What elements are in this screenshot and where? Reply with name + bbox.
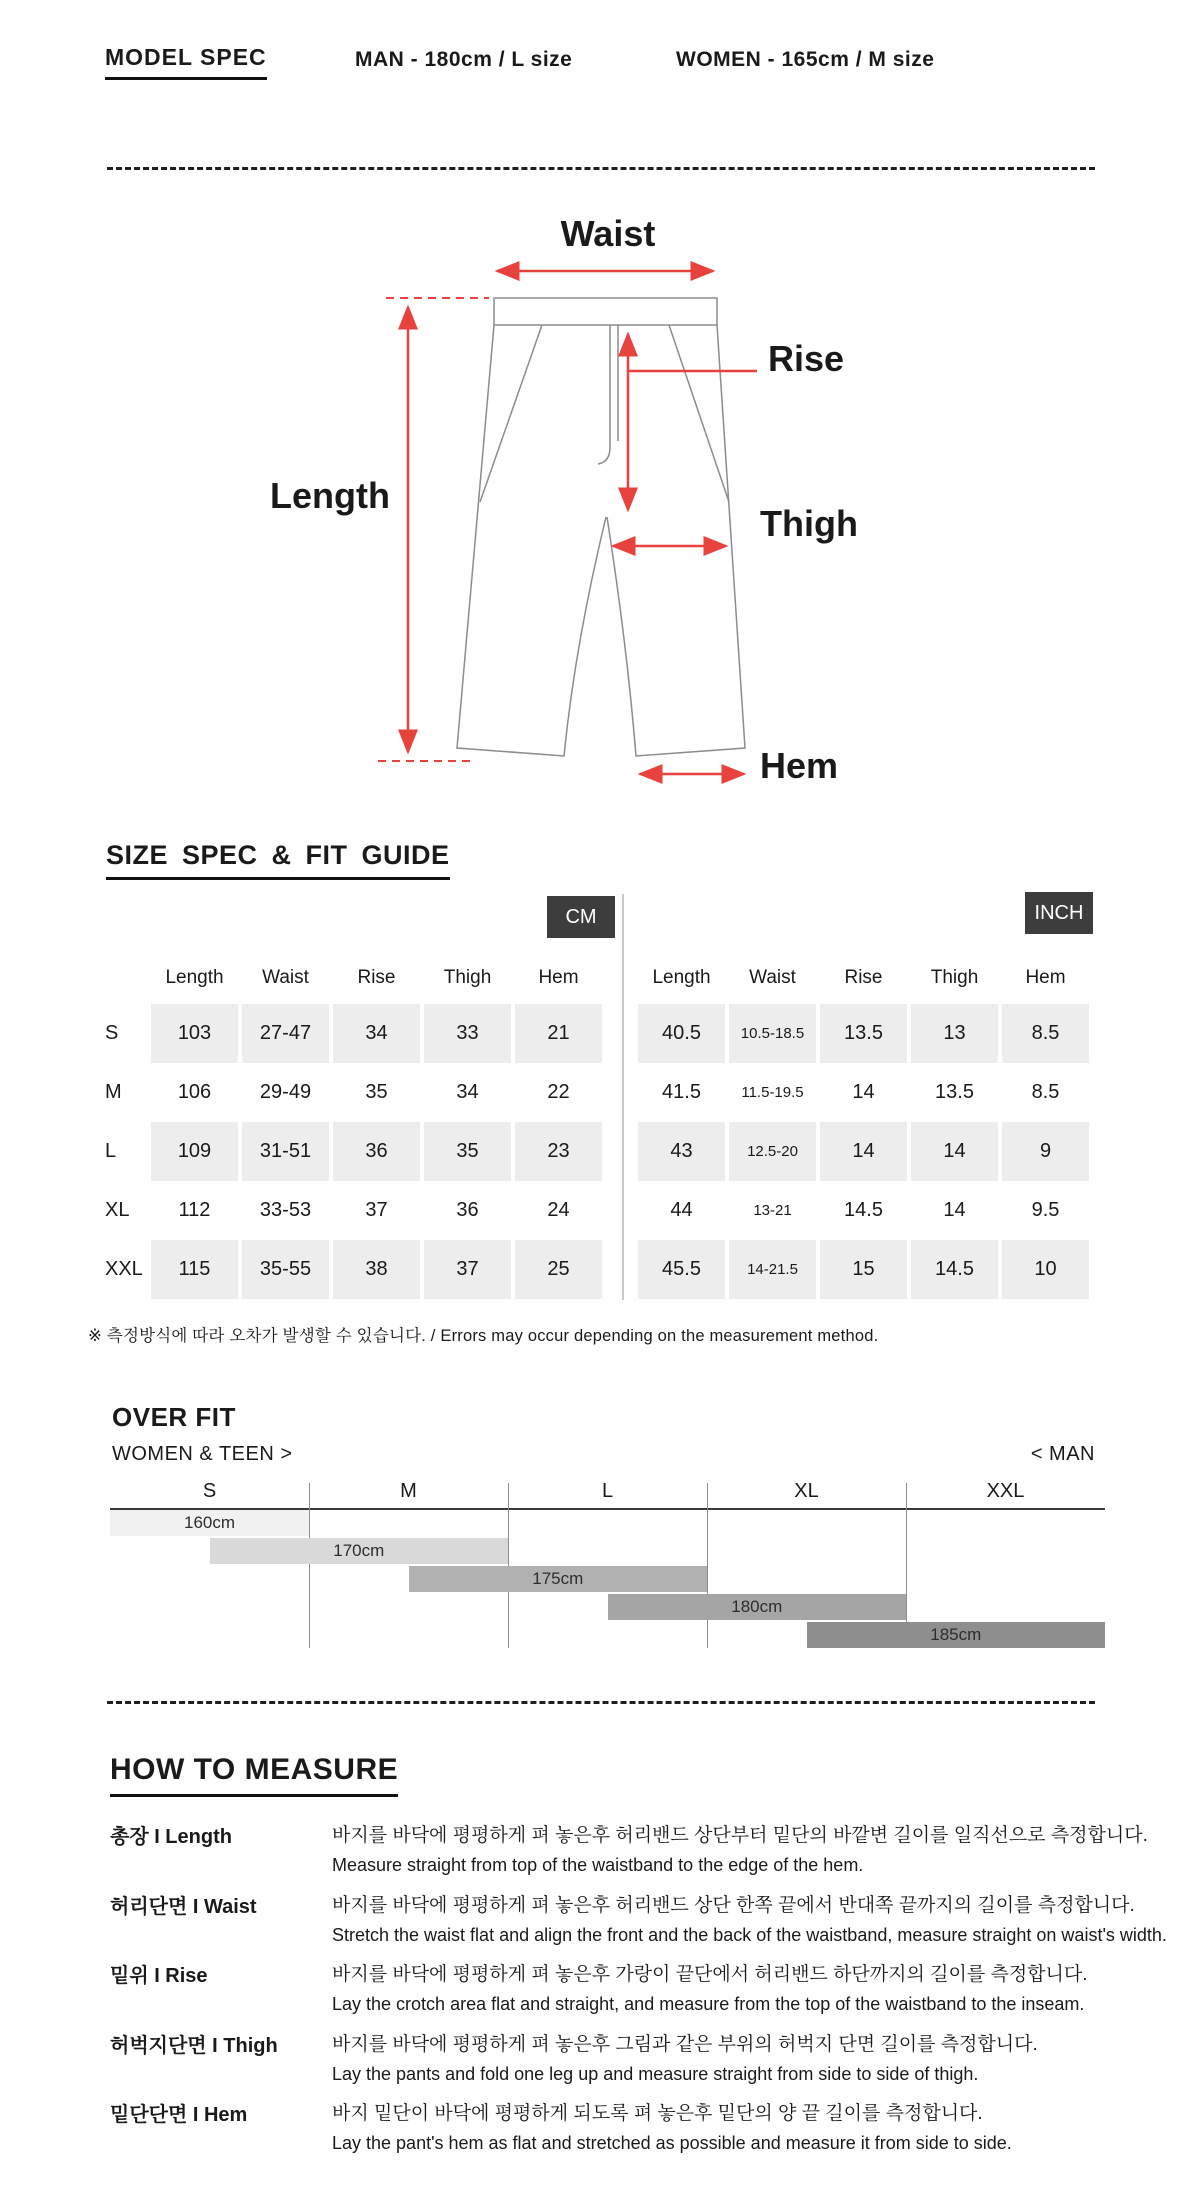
- measure-description-en: Lay the pants and fold one leg up and measure straight from side to side of thigh.: [332, 2063, 979, 2084]
- fit-chart-column-separator: [707, 1483, 708, 1648]
- cm-table-cell: 25: [515, 1240, 602, 1299]
- cm-table-cell: 37: [365, 1199, 388, 1221]
- cm-table-cell: 27-47: [242, 1004, 329, 1063]
- fit-chart-bar: 185cm: [807, 1622, 1106, 1648]
- cm-size-label: L: [105, 1140, 117, 1162]
- cm-table-cell: 29-49: [259, 1081, 312, 1103]
- fit-chart-size-labels: [110, 1476, 1105, 1506]
- inch-table-cell: 10.5-18.5: [729, 1004, 816, 1063]
- waistband: [494, 298, 717, 325]
- cm-table-cell: 31-51: [242, 1122, 329, 1181]
- how-to-measure-rows: [110, 1820, 1200, 2160]
- fit-chart-size-label: M: [400, 1479, 417, 1502]
- cm-table-cell: 33-53: [259, 1199, 312, 1221]
- inch-column-header: Length: [652, 967, 711, 988]
- fit-chart: [110, 1476, 1105, 1648]
- cm-table-cell: 21: [515, 1004, 602, 1063]
- size-spec-heading: SIZE SPEC & FIT GUIDE: [106, 840, 450, 880]
- fit-chart-size-label: L: [601, 1479, 614, 1502]
- cm-table-cell: 34: [456, 1081, 479, 1103]
- inch-table-cell: 10: [1002, 1240, 1089, 1299]
- cm-table: [85, 952, 602, 1299]
- measure-description-en: Stretch the waist flat and align the front and the back of the waistband, measure straight on waist's width.: [332, 1924, 1167, 1945]
- waist-label: Waist: [560, 213, 656, 254]
- measure-term-label: 총장 I Length: [110, 1826, 232, 1848]
- measure-description: [332, 1890, 1167, 1946]
- inch-table-cell: 9.5: [1031, 1199, 1060, 1221]
- fit-chart-bar: 175cm: [409, 1566, 708, 1592]
- inch-badge: INCH: [1025, 892, 1093, 934]
- cm-size-label: XL: [105, 1199, 130, 1221]
- fit-chart-bar: 160cm: [110, 1510, 309, 1536]
- model-spec-man: MAN - 180cm / L size: [355, 48, 573, 71]
- inch-table-cell: 41.5: [662, 1081, 701, 1103]
- length-label: Length: [270, 475, 390, 516]
- left-pocket-line: [480, 325, 542, 502]
- inch-table: [638, 952, 1089, 1299]
- cm-table-cell: 115: [151, 1240, 238, 1299]
- fit-chart-column-separator: [309, 1483, 310, 1648]
- inch-table-cell: 15: [820, 1240, 907, 1299]
- inch-table-cell: 43: [638, 1122, 725, 1181]
- cm-table-cell: 24: [547, 1199, 570, 1221]
- cm-table-cell: 36: [333, 1122, 420, 1181]
- cm-badge: CM: [547, 896, 615, 938]
- cm-table-cell: 35: [365, 1081, 388, 1103]
- measure-description: [332, 1820, 1148, 1876]
- cm-table-cell: 106: [177, 1081, 212, 1103]
- cm-table-cell: 38: [333, 1240, 420, 1299]
- overfit-left-label: WOMEN & TEEN >: [112, 1443, 293, 1465]
- table-vertical-divider: [622, 894, 624, 1300]
- inch-column-header: Rise: [844, 967, 883, 988]
- cm-table-cell: 33: [424, 1004, 511, 1063]
- left-leg: [457, 325, 606, 756]
- measure-marks: [378, 271, 757, 774]
- measure-description-en: Lay the pant's hem as flat and stretched as possible and measure it from side to side.: [332, 2133, 1012, 2153]
- cm-table-cell: 23: [515, 1122, 602, 1181]
- inch-table-cell: 13.5: [935, 1081, 974, 1103]
- inch-table-cell: 13-21: [753, 1202, 792, 1219]
- measure-description-kr: 바지 밑단이 바닥에 평평하게 되도록 펴 놓은후 밑단의 양 끝 길이를 측정합니다.: [332, 2103, 983, 2124]
- how-to-measure-heading: HOW TO MEASURE: [110, 1753, 398, 1797]
- inch-table-cell: 40.5: [638, 1004, 725, 1063]
- inch-table-cell: 14: [943, 1199, 966, 1221]
- inch-table-cell: 14: [820, 1122, 907, 1181]
- measure-description: [332, 2029, 1038, 2085]
- measure-term-label: 허리단면 I Waist: [110, 1895, 257, 1918]
- cm-column-header: Rise: [357, 967, 396, 988]
- inch-table-cell: 12.5-20: [729, 1122, 816, 1181]
- inch-table-cell: 45.5: [638, 1240, 725, 1299]
- cm-table-cell: 112: [178, 1199, 211, 1221]
- measure-description: [332, 2098, 1012, 2154]
- inch-table-cell: 14.5: [844, 1199, 883, 1221]
- cm-table-cell: 22: [547, 1081, 570, 1103]
- measure-description-kr: 바지를 바닥에 평평하게 펴 놓은후 그림과 같은 부위의 허벅지 단면 길이를 측정합니다.: [332, 2033, 1038, 2055]
- fit-chart-bar: 170cm: [210, 1538, 509, 1564]
- model-spec-title: MODEL SPEC: [105, 44, 267, 80]
- cm-column-header: Length: [165, 967, 224, 988]
- measure-description-kr: 바지를 바닥에 평평하게 펴 놓은후 가랑이 끝단에서 허리밴드 하단까지의 길이를 측정합니다.: [332, 1964, 1088, 1985]
- inch-table-cell: 13.5: [820, 1004, 907, 1063]
- thigh-label: Thigh: [760, 503, 858, 544]
- measure-description-en: Measure straight from top of the waistband to the edge of the hem.: [332, 1855, 864, 1875]
- cm-column-header: Waist: [262, 967, 309, 988]
- measure-term-label: 밑위 I Rise: [110, 1965, 208, 1987]
- rise-label: Rise: [768, 338, 845, 379]
- cm-table-cell: 109: [151, 1122, 238, 1181]
- measure-term-label: 밑단단면 I Hem: [110, 2104, 248, 2126]
- cm-table-cell: 103: [151, 1004, 238, 1063]
- inch-table-cell: 8.5: [1002, 1004, 1089, 1063]
- cm-size-label: S: [105, 1022, 119, 1044]
- pants-measure-diagram: [250, 195, 950, 795]
- inch-table-cell: 8.5: [1031, 1081, 1060, 1103]
- hem-label: Hem: [760, 745, 839, 786]
- fit-chart-size-label: XXL: [986, 1479, 1025, 1502]
- cm-table-cell: 35-55: [242, 1240, 329, 1299]
- measure-description-kr: 바지를 바닥에 평평하게 펴 놓은후 허리밴드 상단부터 밑단의 바깥변 길이를 일직선으로 측정합니다.: [332, 1825, 1148, 1846]
- inch-table-cell: 14-21.5: [729, 1240, 816, 1299]
- inch-column-header: Thigh: [930, 967, 979, 988]
- fly-line: [598, 325, 610, 464]
- inch-column-header: Waist: [749, 967, 796, 988]
- cm-table-cell: 35: [424, 1122, 511, 1181]
- fit-chart-size-label: S: [202, 1479, 217, 1502]
- model-spec-women: WOMEN - 165cm / M size: [676, 48, 935, 71]
- inch-table-cell: 44: [670, 1199, 693, 1221]
- measurement-note: ※ 측정방식에 따라 오차가 발생할 수 있습니다. / Errors may occur depending on the measurement method.: [88, 1327, 879, 1345]
- inch-column-header: Hem: [1025, 967, 1066, 988]
- inch-table-cell: 14.5: [911, 1240, 998, 1299]
- overfit-right-label: < MAN: [1030, 1443, 1095, 1465]
- fit-chart-bar: 180cm: [608, 1594, 907, 1620]
- measure-description-kr: 바지를 바닥에 평평하게 펴 놓은후 허리밴드 상단 한쪽 끝에서 반대쪽 끝까지의 길이를 측정합니다.: [332, 1894, 1135, 1916]
- top-dashed-divider: [107, 167, 1095, 170]
- cm-column-header: Hem: [538, 967, 579, 988]
- cm-table-cell: 37: [424, 1240, 511, 1299]
- pants-outline: [457, 298, 745, 756]
- inch-table-cell: 14: [911, 1122, 998, 1181]
- cm-size-label: M: [105, 1081, 122, 1103]
- cm-column-header: Thigh: [443, 967, 492, 988]
- cm-table-cell: 34: [333, 1004, 420, 1063]
- inch-table-cell: 14: [852, 1081, 875, 1103]
- inch-table-cell: 13: [911, 1004, 998, 1063]
- cm-size-label: XXL: [105, 1258, 143, 1280]
- bottom-dashed-divider: [107, 1701, 1095, 1704]
- overfit-title: OVER FIT: [112, 1402, 236, 1432]
- measure-description-en: Lay the crotch area flat and straight, and measure from the top of the waistband to the inseam.: [332, 1994, 1085, 2014]
- measure-description: [332, 1959, 1088, 2015]
- fit-chart-size-label: XL: [794, 1479, 819, 1502]
- cm-header-corner: [85, 952, 147, 1004]
- inch-table-cell: 11.5-19.5: [741, 1084, 804, 1101]
- measure-term-label: 허벅지단면 I Thigh: [110, 2034, 278, 2057]
- inch-table-cell: 9: [1002, 1122, 1089, 1181]
- right-pocket-line: [669, 325, 729, 502]
- cm-table-cell: 36: [456, 1199, 479, 1221]
